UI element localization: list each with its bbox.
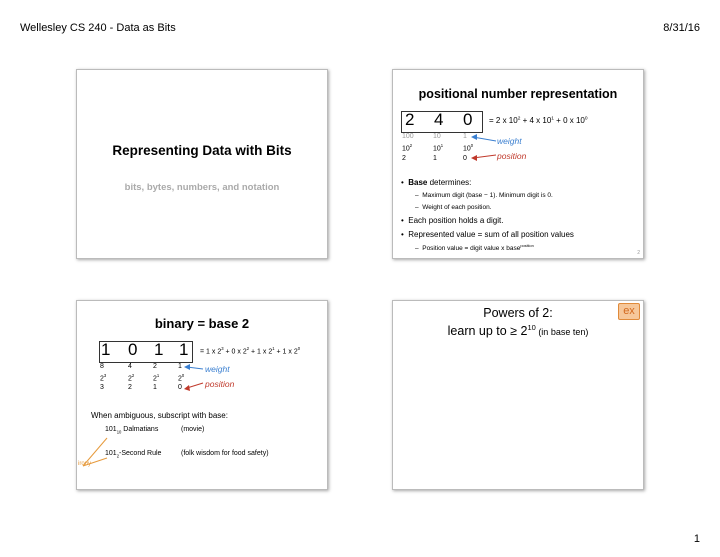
binary-power-2: $2^1$	[153, 373, 160, 383]
header-date: 8/31/16	[663, 22, 700, 34]
power-0: $10^2$	[402, 143, 413, 153]
sub-bullet-position-value: – Position value = digit value x base$^{position}$	[415, 243, 534, 253]
binary-weight-1: 4	[128, 363, 132, 370]
power-1: $10^1$	[433, 143, 444, 153]
slide-4-title-line1: Powers of 2:	[483, 306, 553, 320]
position-label: position	[497, 151, 527, 161]
example-dalmatians: $101_{10}$ Dalmatians	[105, 426, 159, 435]
weight-0: 100	[402, 133, 414, 140]
binary-power-1: $2^2$	[128, 373, 135, 383]
binary-digit-3: 1	[179, 340, 189, 359]
sub-bullet-max-digit: – Maximum digit (base − 1). Minimum digit is 0.	[415, 192, 553, 199]
slide-1-subtitle: bits, bytes, numbers, and notation	[124, 182, 280, 193]
irony-label: irony	[78, 461, 92, 467]
binary-label-arrows-icon	[77, 301, 327, 489]
weight-label: weight	[497, 136, 522, 146]
binary-position-label: position	[205, 379, 235, 389]
slide-1	[76, 69, 328, 259]
binary-power-0: $2^3$	[100, 373, 107, 383]
binary-position-3: 0	[178, 384, 182, 391]
exercise-badge: ex	[618, 303, 640, 320]
slide-2	[392, 69, 644, 259]
expansion-formula: = 2 x $10^2 + 4$ x $10^1 + 0$ x $10^0$	[489, 116, 588, 125]
slide-3-title: binary = base 2	[154, 316, 250, 331]
digit-0: 2	[405, 110, 415, 129]
binary-position-2: 1	[153, 384, 157, 391]
digit-2: 0	[463, 110, 473, 129]
binary-expansion-formula: = 1 x $2^3 + 0$ x $2^2 + 1$ x $2^1 + 1$ x $2^0$	[200, 346, 301, 356]
bullet-base: • Base determines:	[401, 178, 472, 187]
header-title: Wellesley CS 240 - Data as Bits	[20, 22, 176, 34]
example-second-rule-note: (folk wisdom for food safety)	[181, 450, 269, 457]
weight-1: 10	[433, 133, 441, 140]
binary-digit-1: 0	[128, 340, 138, 359]
slide-3	[76, 300, 328, 490]
binary-position-1: 2	[128, 384, 132, 391]
slide-1-title: Representing Data with Bits	[112, 143, 292, 158]
binary-digit-0: 1	[101, 340, 111, 359]
bullet-position: • Each position holds a digit.	[401, 216, 504, 225]
slide-4	[392, 300, 644, 490]
digit-1: 4	[434, 110, 444, 129]
binary-position-0: 3	[100, 384, 104, 391]
example-dalmatians-note: (movie)	[181, 426, 205, 433]
slide-2-number: 2	[637, 250, 640, 256]
binary-power-3: $2^0$	[178, 373, 185, 383]
power-2: $10^0$	[463, 143, 474, 153]
sub-bullet-weight: – Weight of each position.	[415, 204, 492, 211]
position-0: 2	[402, 155, 406, 162]
binary-weight-label: weight	[205, 364, 230, 374]
bullet-represented-value: • Represented value = sum of all position values	[401, 230, 574, 239]
example-second-rule: $101_2$-Second Rule	[105, 450, 162, 459]
binary-weight-3: 1	[178, 363, 182, 370]
slide-4-title-line2: learn up to ≥ $2^{10}$ (in base ten)	[447, 323, 589, 339]
position-2: 0	[463, 155, 467, 162]
binary-weight-0: 8	[100, 363, 104, 370]
position-1: 1	[433, 155, 437, 162]
page-number: 1	[693, 533, 700, 545]
binary-weight-2: 2	[153, 363, 157, 370]
binary-digit-2: 1	[154, 340, 164, 359]
ambiguous-note: When ambiguous, subscript with base:	[91, 411, 228, 420]
weight-2: 1	[463, 133, 467, 140]
slide-2-title: positional number representation	[418, 87, 618, 101]
